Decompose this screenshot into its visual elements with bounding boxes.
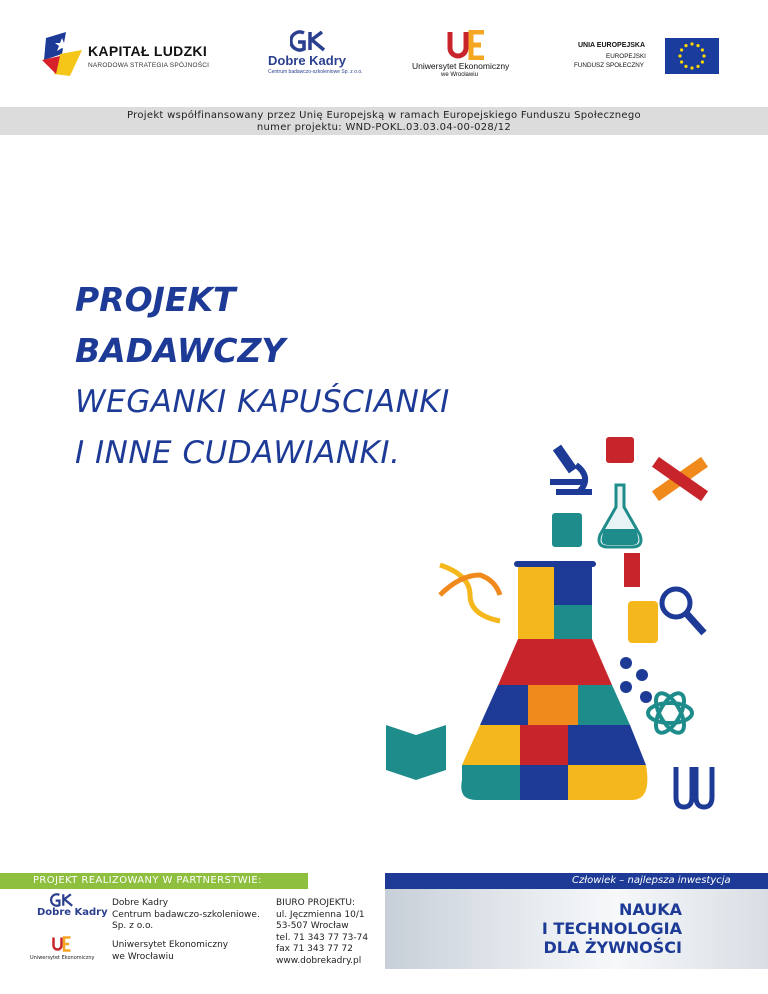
ruler-pencil-icon <box>652 457 708 501</box>
red-microscope-icon <box>624 553 640 587</box>
project-office-contact <box>276 898 368 967</box>
partner-label: PROJEKT REALIZOWANY W PARTNERSTWIE: <box>33 875 262 886</box>
ue-subtitle: we Wrocławiu <box>441 72 478 78</box>
nauka-headline <box>520 900 682 957</box>
magnifier-icon <box>662 589 704 633</box>
nauka-line: NAUKA <box>618 900 682 919</box>
nauka-line: I TECHNOLOGIA <box>541 919 682 938</box>
eu-subtitle-1: EUROPEJSKI <box>606 53 646 60</box>
kapital-ludzki-logo-icon <box>40 30 84 80</box>
dobre-kadry-title: Dobre Kadry <box>268 53 347 68</box>
nauka-line: DLA ŻYWNOŚCI <box>543 938 682 957</box>
title-line-1: PROJEKT <box>75 280 236 319</box>
dk-line: Sp. z o.o. <box>112 921 154 931</box>
dna-icon <box>440 565 500 621</box>
atom-icon <box>648 689 692 737</box>
bottle-icon <box>628 601 658 643</box>
microscope-icon <box>550 445 592 495</box>
flask-icon <box>461 561 647 800</box>
erlenmeyer-icon <box>599 485 641 547</box>
dobre-kadry-subtitle: Centrum badawczo-szkoleniowe Sp. z o.o. <box>268 69 363 75</box>
camera-badge-icon <box>606 437 634 463</box>
title-line-2: BADAWCZY <box>75 331 286 370</box>
open-book-icon <box>386 725 446 780</box>
title-line-4: I INNE CUDAWIANKI. <box>75 435 401 471</box>
biuro-line: tel. 71 343 77 73-74 <box>276 932 369 943</box>
dk-line: Centrum badawczo-szkoleniowe. <box>112 909 260 920</box>
website-link[interactable]: www.dobrekadry.pl <box>276 955 362 966</box>
dobre-kadry-logo-icon <box>290 30 326 52</box>
dobre-kadry-address <box>112 898 260 933</box>
title-line-3: WEGANKI KAPUŚCIANKI <box>75 384 450 420</box>
cofinancing-line-1: Projekt współfinansowany przez Unię Europejską w ramach Europejskiego Funduszu Społecznego <box>127 110 641 121</box>
cofinancing-line-2: numer projektu: WND-POKL.03.03.04-00-028/12 <box>256 122 512 133</box>
biuro-line: 53-507 Wrocław <box>276 921 349 931</box>
ue-line: we Wrocławiu <box>112 951 174 962</box>
small-ue-title: Uniwersytet Ekonomiczny <box>30 955 95 961</box>
kapital-ludzki-subtitle: NARODOWA STRATEGIA SPÓJNOŚCI <box>88 62 210 69</box>
eu-subtitle-2: FUNDUSZ SPOŁECZNY <box>574 62 644 69</box>
ue-title: Uniwersytet Ekonomiczny <box>412 61 510 71</box>
small-dobre-kadry-title: Dobre Kadry <box>37 907 108 918</box>
eu-flag-icon <box>665 38 719 74</box>
test-tubes-icon <box>676 767 712 807</box>
slogan: Człowiek – najlepsza inwestycja <box>572 875 731 886</box>
biuro-line: fax 71 343 77 72 <box>276 944 353 954</box>
molecule-icon <box>620 657 652 703</box>
ue-line: Uniwersytet Ekonomiczny <box>112 940 229 950</box>
science-flask-illustration <box>380 425 720 825</box>
eu-title: UNIA EUROPEJSKA <box>578 42 646 49</box>
ue-logo-icon <box>447 30 487 60</box>
biuro-line: ul. Jęczmienna 10/1 <box>276 909 365 920</box>
book-icon <box>552 513 582 547</box>
dk-line: Dobre Kadry <box>112 898 169 908</box>
kapital-ludzki-title: KAPITAŁ LUDZKI <box>88 43 208 59</box>
small-ue-logo-icon <box>52 936 72 952</box>
biuro-line: BIURO PROJEKTU: <box>276 898 356 908</box>
small-dobre-kadry-logo-icon <box>50 893 74 907</box>
ue-address <box>112 940 228 963</box>
